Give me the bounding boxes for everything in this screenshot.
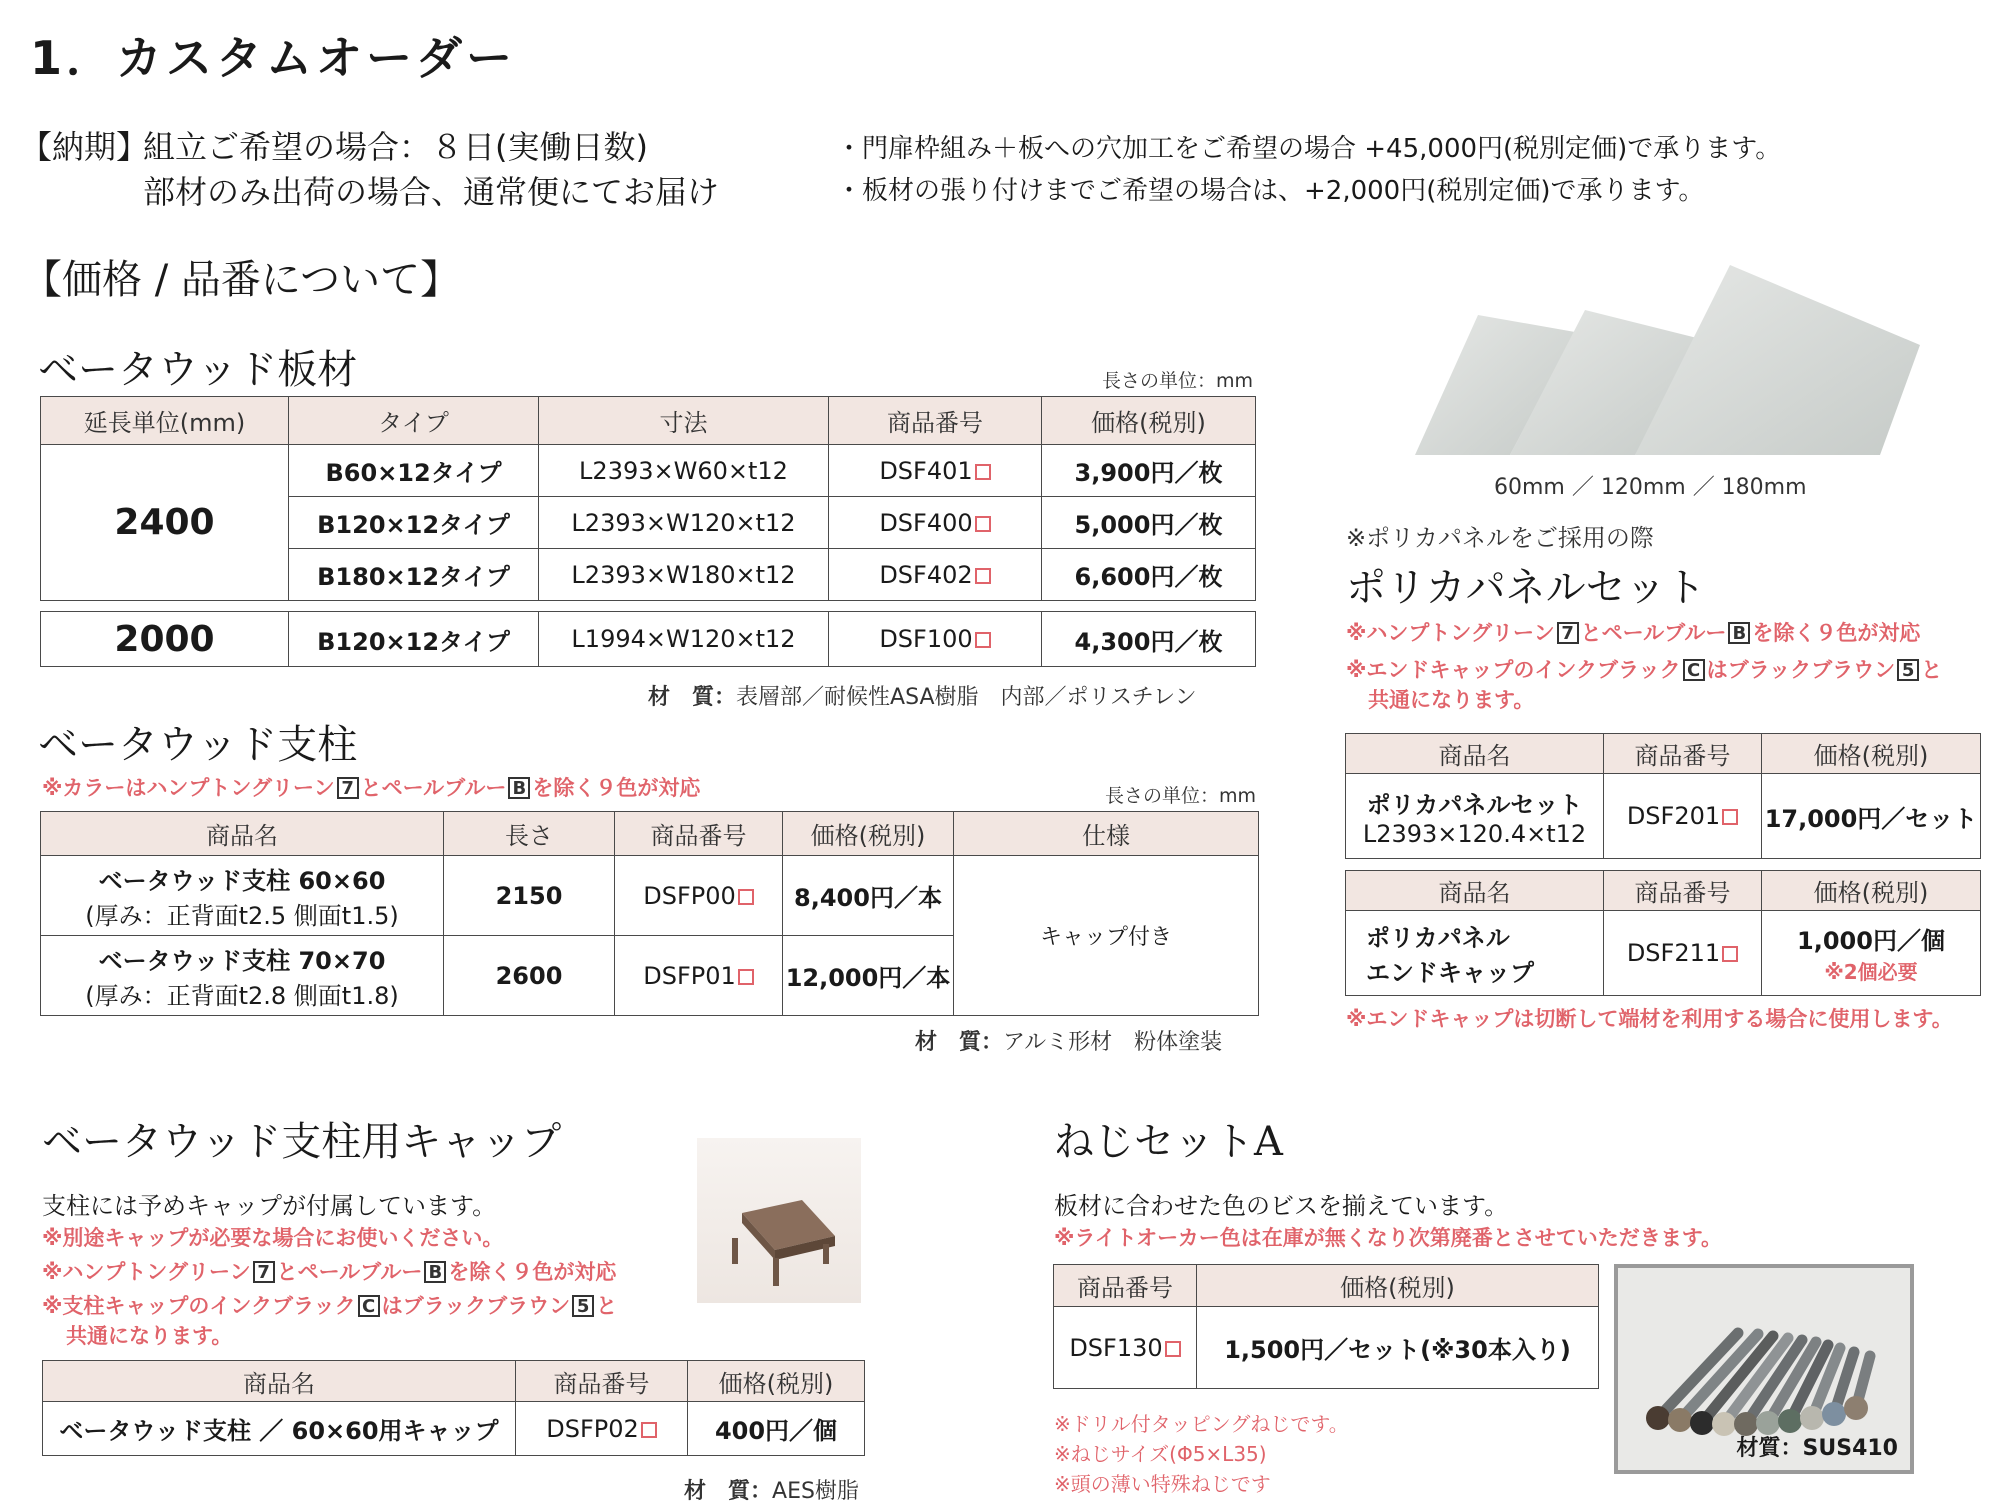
table-row [1346,911,1981,996]
col-header: 商品名 [1346,734,1604,774]
cap-desc: 支柱には予めキャップが付属しています。 [42,1192,497,1220]
type-cell: B60×12タイプ [289,445,539,497]
screw-foot3: ※頭の薄い特殊ねじです [1054,1472,1271,1496]
checkbox-icon [738,969,754,985]
post-table [40,811,1259,1016]
col-header: 商品番号 [1604,871,1762,911]
delivery-line2: 部材のみ出荷の場合、通常便にてお届け [143,173,720,211]
col-header: 商品名 [43,1361,516,1402]
col-header: 価格(税別) [783,812,954,856]
code-cell: DSF401 [829,445,1042,497]
checkbox-icon [738,889,754,905]
col-header: 商品番号 [1604,734,1762,774]
col-header: 商品番号 [1054,1265,1197,1307]
checkbox-icon [641,1422,657,1438]
delivery-line1: 組立ご希望の場合：８日(実働日数) [143,128,648,166]
price-cell: 400円／個 [688,1402,865,1456]
price-cell: 6,600円／枚 [1042,549,1256,601]
cap-table [42,1360,865,1456]
delivery-label: 【納期】 [20,128,149,166]
price-cell: 3,900円／枚 [1042,445,1256,497]
price-cell: 12,000円／本 [783,936,954,1016]
col-header: 寸法 [539,397,829,445]
length-cell: 2400 [41,445,289,601]
board-image-caption: 60mm ／ 120mm ／ 180mm [1494,475,1807,500]
col-header: 価格(税別) [1197,1265,1599,1307]
size-cell: L2393×W120×t12 [539,497,829,549]
col-header: 商品番号 [516,1361,688,1402]
price-cell: 1,500円／セット(※30本入り) [1197,1307,1599,1389]
screw-image-label: 材質：SUS410 [1736,1436,1898,1461]
poly-heading: ポリカパネルセット [1346,565,1706,611]
poly-note1: ※ハンプトングリーン 7 とペールブルー B を除く９色が対応 [1346,621,1921,645]
length-cell: 2600 [444,936,615,1016]
cap-heading: ベータウッド支柱用キャップ [42,1119,562,1165]
col-header: 価格(税別) [1042,397,1256,445]
cap-note1: ※別途キャップが必要な場合にお使いください。 [42,1226,504,1250]
col-header: 長さ [444,812,615,856]
poly-set-table [1345,733,1981,859]
type-cell: B180×12タイプ [289,549,539,601]
name-cell: ポリカパネル エンドキャップ [1346,911,1604,996]
checkbox-icon [1165,1341,1181,1357]
board-material: 材 質：表層部／耐候性ASA樹脂 内部／ポリスチレン [648,685,1197,710]
cap-note2: ※ハンプトングリーン 7 とペールブルー B を除く９色が対応 [42,1260,617,1284]
cap-note3-cont: 共通になります。 [66,1324,233,1348]
poly-cap-table [1345,870,1981,996]
checkbox-icon [975,516,991,532]
col-header: 価格(税別) [1762,871,1981,911]
col-header: 商品番号 [829,397,1042,445]
col-header: 商品名 [1346,871,1604,911]
table-row [1054,1307,1599,1389]
length-cell: 2000 [41,612,289,667]
name-cell: ベータウッド支柱 60×60 (厚み：正背面t2.5 側面t1.5) [41,856,444,936]
col-header: タイプ [289,397,539,445]
screw-desc: 板材に合わせた色のビスを揃えています。 [1054,1192,1509,1220]
delivery-bullet1: ・門扉枠組み＋板への穴加工をご希望の場合 +45,000円(税別定価)で承ります。 [836,134,1782,164]
size-cell: L2393×W60×t12 [539,445,829,497]
checkbox-icon [975,464,991,480]
type-cell: B120×12タイプ [289,612,539,667]
col-header: 延長単位(mm) [41,397,289,445]
size-cell: L1994×W120×t12 [539,612,829,667]
price-heading: 【価格 / 品番について】 [22,257,461,303]
code-cell: DSF100 [829,612,1042,667]
checkbox-icon [1722,946,1738,962]
board-table [40,396,1256,601]
checkbox-icon [975,568,991,584]
table-row [41,612,1256,667]
code-cell: DSFP00 [615,856,783,936]
code-cell: DSF400 [829,497,1042,549]
board-heading: ベータウッド板材 [38,347,358,393]
code-cell: DSFP01 [615,936,783,1016]
screw-table [1053,1264,1599,1389]
cap-product-image [697,1138,861,1303]
cap-material: 材 質：AES樹脂 [684,1479,859,1504]
col-header: 商品名 [41,812,444,856]
screw-product-image [1614,1264,1914,1474]
board-table-2000 [40,611,1256,667]
price-cell: 1,000円／個 ※2個必要 [1762,911,1981,996]
name-cell: ベータウッド支柱 ／ 60×60用キャップ [43,1402,516,1456]
page-title: 1．カスタムオーダー [30,31,517,85]
poly-note2: ※エンドキャップのインクブラック C はブラックブラウン 5 と [1346,658,1943,682]
price-cell: 5,000円／枚 [1042,497,1256,549]
table-row [41,445,1256,497]
length-cell: 2150 [444,856,615,936]
spec-cell: キャップ付き [954,856,1259,1016]
table-row [1346,774,1981,859]
name-cell: ポリカパネルセット L2393×120.4×t12 [1346,774,1604,859]
code-cell: DSF211 [1604,911,1762,996]
poly-pre: ※ポリカパネルをご採用の際 [1346,524,1654,552]
cap-note3: ※支柱キャップのインクブラック C はブラックブラウン 5 と [42,1294,618,1318]
col-header: 仕様 [954,812,1259,856]
screw-note: ※ライトオーカー色は在庫が無くなり次第廃番とさせていただきます。 [1054,1226,1723,1250]
price-cell: 4,300円／枚 [1042,612,1256,667]
name-cell: ベータウッド支柱 70×70 (厚み：正背面t2.8 側面t1.8) [41,936,444,1016]
poly-note2-cont: 共通になります。 [1368,688,1535,712]
screw-foot1: ※ドリル付タッピングねじです。 [1054,1412,1349,1436]
post-unit: 長さの単位：mm [1105,785,1257,807]
table-row [43,1402,865,1456]
delivery-bullet2: ・板材の張り付けまでご希望の場合は、+2,000円(税別定価)で承ります。 [836,176,1705,206]
code-cell: DSF402 [829,549,1042,601]
post-note: ※カラーはハンプトングリーン 7 とペールブルー B を除く９色が対応 [42,776,701,800]
table-row [41,856,1259,936]
code-cell: DSFP02 [516,1402,688,1456]
post-material: 材 質：アルミ形材 粉体塗装 [915,1030,1223,1055]
price-cell: 17,000円／セット [1762,774,1981,859]
code-cell: DSF201 [1604,774,1762,859]
price-cell: 8,400円／本 [783,856,954,936]
col-header: 価格(税別) [688,1361,865,1402]
checkbox-icon [1722,809,1738,825]
post-heading: ベータウッド支柱 [38,722,358,768]
col-header: 価格(税別) [1762,734,1981,774]
code-cell: DSF130 [1054,1307,1197,1389]
size-cell: L2393×W180×t12 [539,549,829,601]
screw-foot2: ※ねじサイズ(Φ5×L35) [1054,1442,1267,1466]
poly-foot-note: ※エンドキャップは切断して端材を利用する場合に使用します。 [1346,1007,1953,1031]
checkbox-icon [975,632,991,648]
screw-heading: ねじセットA [1054,1119,1283,1165]
type-cell: B120×12タイプ [289,497,539,549]
board-samples-image [1410,260,1930,460]
board-unit: 長さの単位：mm [1102,370,1254,392]
col-header: 商品番号 [615,812,783,856]
